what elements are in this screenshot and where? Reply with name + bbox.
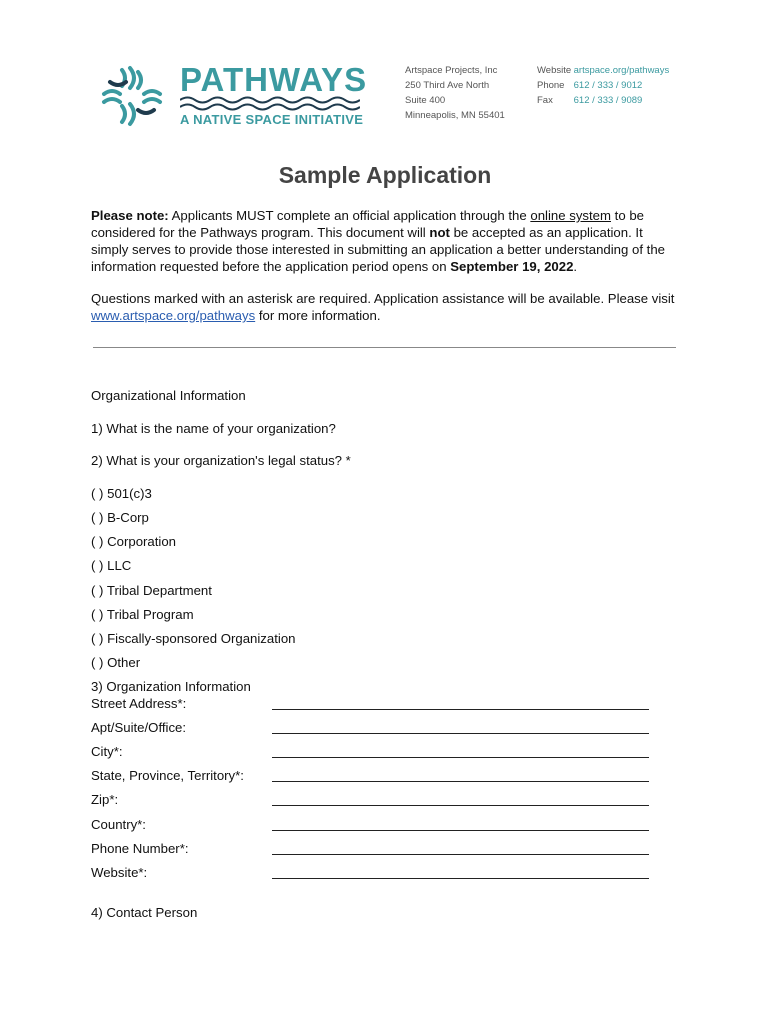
website-value[interactable]: artspace.org/pathways <box>573 65 670 76</box>
note-text-3: be accepted as an application. It simply serves to provide those interested in submitting an application a better understanding of the information requested before the application period opens on <box>91 225 665 274</box>
fax-value: 612 / 333 / 9089 <box>573 95 643 106</box>
note-text-1: Applicants MUST complete an official application through the <box>168 208 531 223</box>
field-label-country: Country*: <box>91 817 146 832</box>
field-input-apt-suite[interactable] <box>272 733 649 734</box>
field-label-city: City*: <box>91 744 123 759</box>
question-2: 2) What is your organization's legal status? * <box>91 453 351 468</box>
note-paragraph <box>91 207 681 275</box>
section-title: Organizational Information <box>91 388 246 403</box>
note-lead: Please note: <box>91 208 169 223</box>
note-bold-word: not <box>429 225 450 240</box>
address-line: Minneapolis, MN 55401 <box>405 110 505 121</box>
contact-block <box>537 63 669 108</box>
field-input-street-address[interactable] <box>272 709 649 710</box>
option-501c3[interactable]: ( ) 501(c)3 <box>91 486 152 501</box>
address-block <box>405 63 505 123</box>
divider <box>93 347 676 348</box>
option-tribal-program[interactable]: ( ) Tribal Program <box>91 607 194 622</box>
fax-label: Fax <box>537 95 553 106</box>
pathways-emblem-icon <box>100 64 164 128</box>
field-label-street-address: Street Address*: <box>91 696 187 711</box>
option-b-corp[interactable]: ( ) B-Corp <box>91 510 149 525</box>
question-3: 3) Organization Information <box>91 679 251 694</box>
field-input-phone[interactable] <box>272 854 649 855</box>
address-line: Artspace Projects, Inc <box>405 65 498 76</box>
info-text-1: Questions marked with an asterisk are required. Application assistance will be available. Please visit <box>91 291 675 306</box>
field-input-zip[interactable] <box>272 805 649 806</box>
brand-name: PATHWAYS <box>180 61 368 98</box>
address-line: Suite 400 <box>405 95 446 106</box>
option-tribal-department[interactable]: ( ) Tribal Department <box>91 583 212 598</box>
website-label: Website <box>537 65 572 76</box>
option-llc[interactable]: ( ) LLC <box>91 558 132 573</box>
field-input-website[interactable] <box>272 878 649 879</box>
online-system-link[interactable]: online system <box>530 208 611 223</box>
waves-icon <box>180 95 360 111</box>
option-other[interactable]: ( ) Other <box>91 655 141 670</box>
pathways-logo <box>100 62 370 132</box>
field-label-phone: Phone Number*: <box>91 841 189 856</box>
info-paragraph <box>91 290 681 324</box>
artspace-link[interactable]: www.artspace.org/pathways <box>91 308 256 323</box>
note-text-4: . <box>573 259 578 274</box>
option-fiscally-sponsored[interactable]: ( ) Fiscally-sponsored Organization <box>91 631 296 646</box>
question-1: 1) What is the name of your organization? <box>91 421 336 436</box>
note-date: September 19, 2022 <box>450 259 574 274</box>
address-line: 250 Third Ave North <box>405 80 490 91</box>
field-input-city[interactable] <box>272 757 649 758</box>
option-corporation[interactable]: ( ) Corporation <box>91 534 177 549</box>
info-text-2: for more information. <box>255 308 381 323</box>
question-4: 4) Contact Person <box>91 905 198 920</box>
field-input-state[interactable] <box>272 781 649 782</box>
field-label-website: Website*: <box>91 865 148 880</box>
page-title: Sample Application <box>278 162 492 188</box>
field-input-country[interactable] <box>272 830 649 831</box>
note-text-2: to be considered for the Pathways program. This document will <box>91 208 644 240</box>
brand-tagline: A NATIVE SPACE INITIATIVE <box>180 112 364 127</box>
phone-label: Phone <box>537 80 565 91</box>
field-label-state: State, Province, Territory*: <box>91 768 244 783</box>
field-label-zip: Zip*: <box>91 792 119 807</box>
field-label-apt-suite: Apt/Suite/Office: <box>91 720 187 735</box>
phone-value: 612 / 333 / 9012 <box>573 80 643 91</box>
